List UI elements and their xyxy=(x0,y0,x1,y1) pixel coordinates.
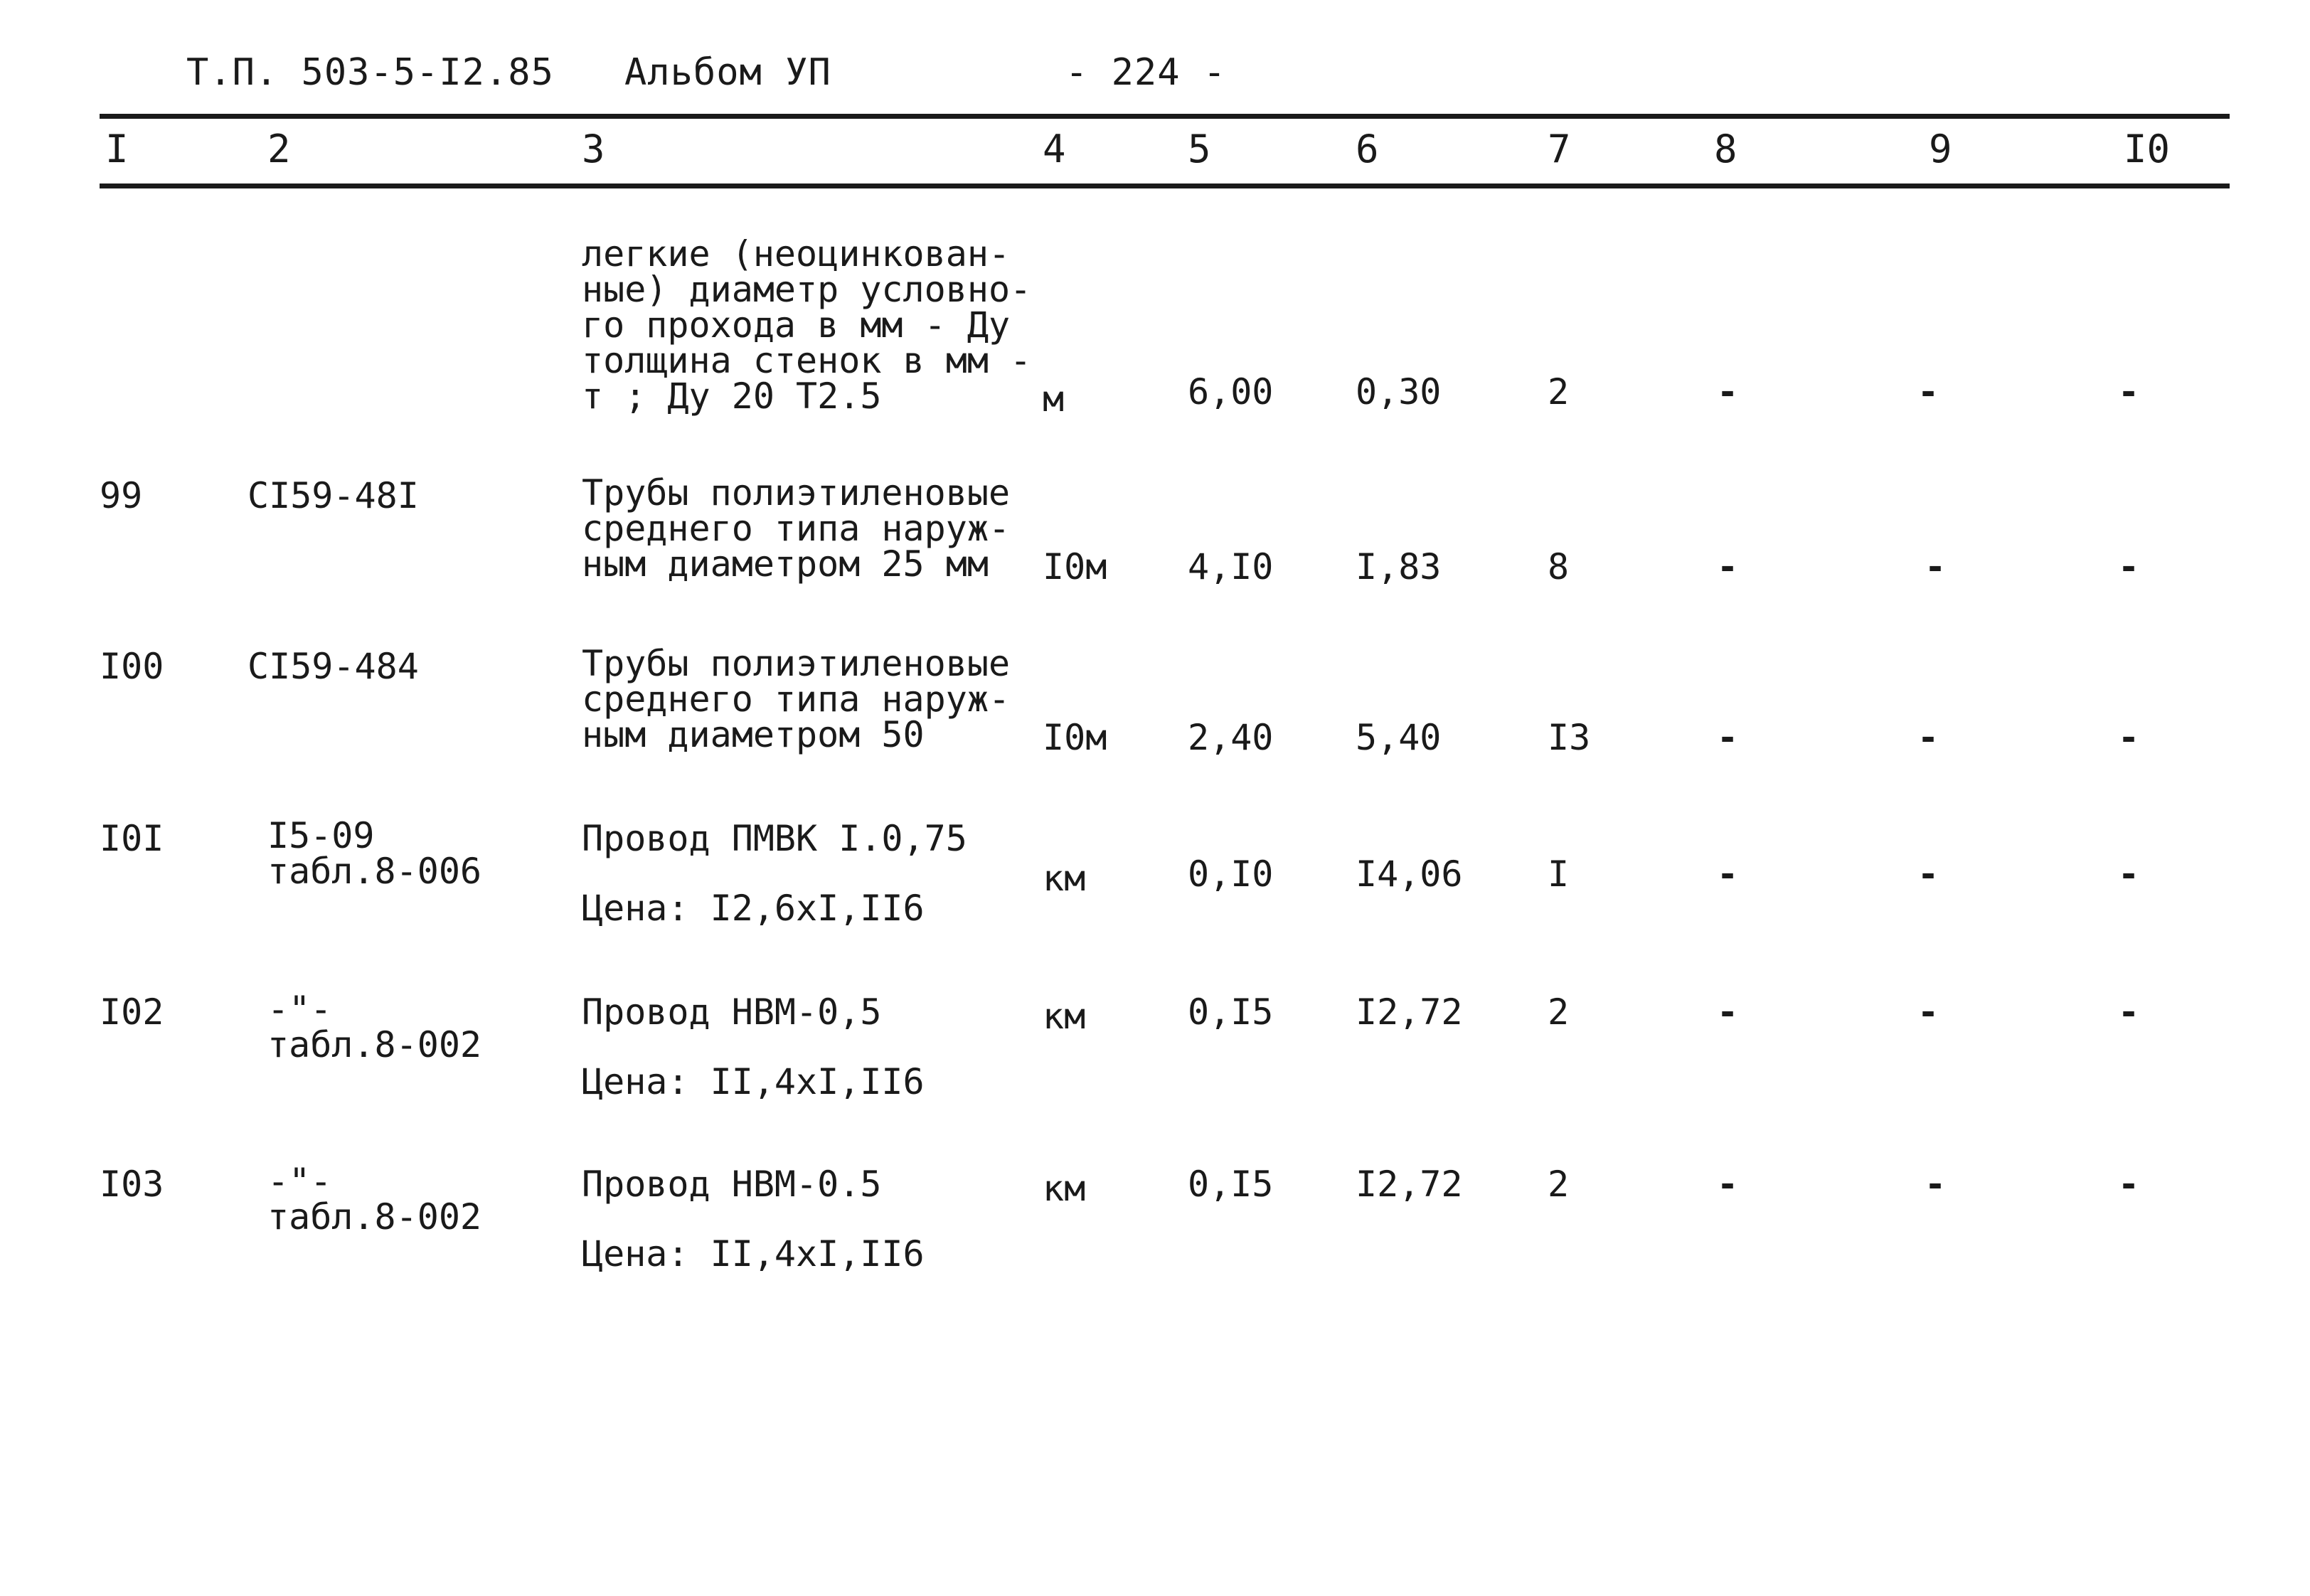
col6-cell: I4,06 xyxy=(1356,853,1463,895)
col6-cell: I2,72 xyxy=(1356,991,1463,1033)
row-number: I00 xyxy=(100,646,164,687)
row-code xyxy=(267,991,481,1063)
col-number-6: 6 xyxy=(1356,127,1379,171)
col7-cell: 2 xyxy=(1548,371,1570,413)
col9-cell: - xyxy=(1925,1164,1947,1205)
header-rule-top xyxy=(100,114,2230,119)
code-line: I5-09 xyxy=(267,815,375,856)
col5-cell: 4,I0 xyxy=(1188,546,1274,587)
col5-cell: 2,40 xyxy=(1188,717,1274,758)
col-number-1: I xyxy=(105,127,129,171)
row-description xyxy=(582,472,1011,585)
col7-cell: 8 xyxy=(1548,546,1570,587)
col8-cell: - xyxy=(1717,546,1739,587)
row-number: I0I xyxy=(100,818,164,859)
unit-cell: км xyxy=(1043,1168,1086,1209)
row-code: CI59-484 xyxy=(247,646,419,687)
row-description xyxy=(582,991,925,1102)
col-number-3: 3 xyxy=(582,127,605,171)
col-number-8: 8 xyxy=(1714,127,1737,171)
price-line: Цена: II,4xI,II6 xyxy=(582,1233,925,1275)
unit-cell: I0м xyxy=(1043,717,1107,758)
album-label: Альбом УП xyxy=(624,51,831,94)
code-line: табл.8-002 xyxy=(267,1196,482,1238)
description-line: Трубы полиэтиленовые xyxy=(582,643,1011,684)
col6-cell: I2,72 xyxy=(1356,1164,1463,1205)
row-number: 99 xyxy=(100,475,143,516)
doc-code: Т.П. 503-5-I2.85 xyxy=(186,51,554,94)
col10-cell: - xyxy=(2118,371,2140,413)
col-number-9: 9 xyxy=(1929,127,1952,171)
col10-cell: - xyxy=(2118,546,2140,587)
code-line: -"- xyxy=(267,1161,332,1202)
description-line: ным диаметром 50 xyxy=(582,714,925,755)
row-description xyxy=(582,1164,925,1275)
description-line: Провод НВМ-0,5 xyxy=(582,991,882,1033)
price-line: Цена: II,4xI,II6 xyxy=(582,1061,925,1102)
col-number-4: 4 xyxy=(1043,127,1066,171)
unit-cell: км xyxy=(1043,996,1086,1037)
col5-cell: 6,00 xyxy=(1188,371,1274,413)
row-code xyxy=(267,1161,482,1238)
col7-cell: 2 xyxy=(1548,991,1570,1033)
col8-cell: - xyxy=(1717,371,1739,413)
col8-cell: - xyxy=(1717,991,1739,1033)
unit-cell: м xyxy=(1043,378,1065,420)
col9-cell: - xyxy=(1917,717,1939,758)
col8-cell: - xyxy=(1717,853,1739,895)
row-code xyxy=(267,815,482,892)
description-line: ные) диаметр условно- xyxy=(582,269,1032,310)
col7-cell: I xyxy=(1548,853,1570,895)
col-number-5: 5 xyxy=(1188,127,1211,171)
col-number-2: 2 xyxy=(267,127,291,171)
col8-cell: - xyxy=(1717,1164,1739,1205)
description-line: т ; Ду 20 Т2.5 xyxy=(582,376,882,417)
code-line: табл.8-006 xyxy=(267,851,482,892)
col-number-10: I0 xyxy=(2124,127,2171,171)
row-description xyxy=(582,233,1032,417)
col5-cell: 0,I5 xyxy=(1188,991,1274,1033)
col-number-7: 7 xyxy=(1548,127,1571,171)
description-line: среднего типа наруж- xyxy=(582,508,1011,549)
header-rule-bottom xyxy=(100,183,2230,188)
description-line: Провод НВМ-0.5 xyxy=(582,1164,882,1205)
row-description xyxy=(582,643,1011,755)
description-line: Провод ПМВК I.0,75 xyxy=(582,818,967,859)
col5-cell: 0,I5 xyxy=(1188,1164,1274,1205)
col6-cell: I,83 xyxy=(1356,546,1442,587)
row-description xyxy=(582,818,967,929)
col10-cell: - xyxy=(2118,717,2140,758)
description-line: ным диаметром 25 мм xyxy=(582,543,989,585)
col6-cell: 0,30 xyxy=(1356,371,1442,413)
code-line: табл.8-002 xyxy=(267,1024,482,1065)
unit-cell: I0м xyxy=(1043,546,1107,587)
description-line: среднего типа наруж- xyxy=(582,679,1011,720)
page-number: - 224 - xyxy=(1065,51,1227,94)
description-line: толщина стенок в мм - xyxy=(582,340,1032,381)
col5-cell: 0,I0 xyxy=(1188,853,1274,895)
description-line: легкие (неоцинкован- xyxy=(582,233,1011,275)
row-number: I03 xyxy=(100,1164,164,1205)
code-line: -"- xyxy=(267,989,332,1030)
col10-cell: - xyxy=(2118,991,2140,1033)
description-line: Трубы полиэтиленовые xyxy=(582,472,1011,514)
description-line: го прохода в мм - Ду xyxy=(582,304,1011,346)
col7-cell: 2 xyxy=(1548,1164,1570,1205)
col7-cell: I3 xyxy=(1548,717,1591,758)
price-line: Цена: I2,6xI,II6 xyxy=(582,888,925,929)
row-number: I02 xyxy=(100,991,164,1033)
col8-cell: - xyxy=(1717,717,1739,758)
col6-cell: 5,40 xyxy=(1356,717,1442,758)
row-code: CI59-48I xyxy=(247,475,419,516)
col9-cell: - xyxy=(1917,371,1939,413)
unit-cell: км xyxy=(1043,858,1086,899)
col9-cell: - xyxy=(1925,546,1947,587)
col10-cell: - xyxy=(2118,853,2140,895)
col9-cell: - xyxy=(1917,991,1939,1033)
col9-cell: - xyxy=(1917,853,1939,895)
col10-cell: - xyxy=(2118,1164,2140,1205)
